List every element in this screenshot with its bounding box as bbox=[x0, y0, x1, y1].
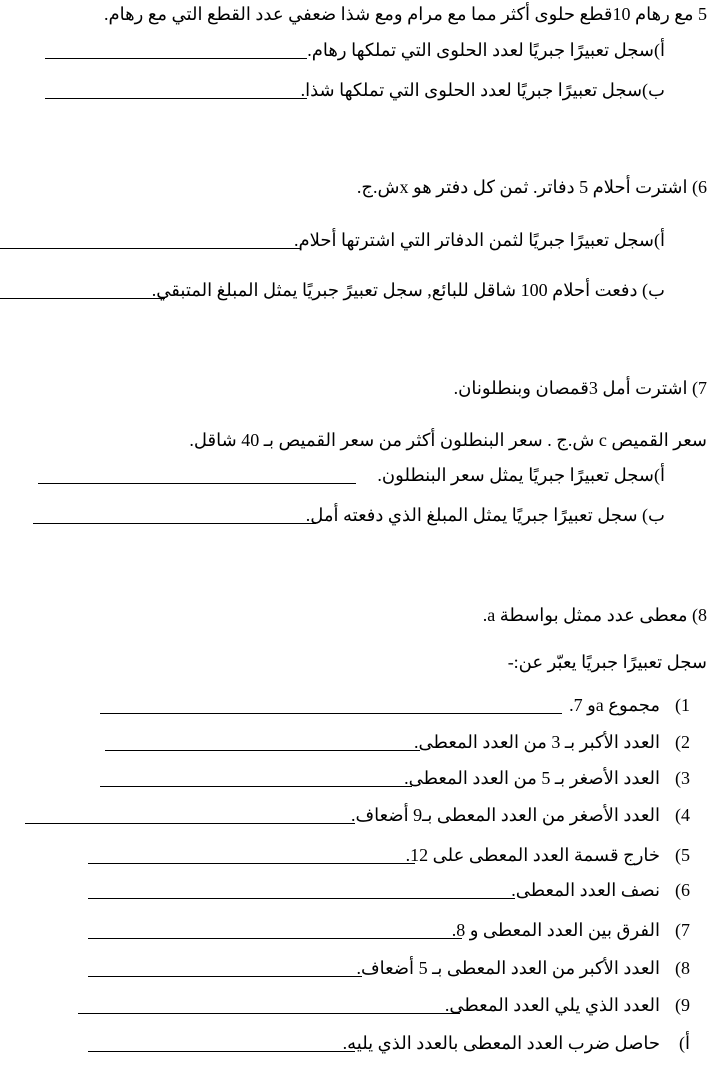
q5-stem: 5 مع رهام 10قطع حلوى أكثر مما مع مرام ومع شذا ضعفي عدد القطع التي مع رهام. bbox=[104, 4, 707, 24]
answer-blank[interactable] bbox=[100, 713, 562, 714]
answer-blank[interactable] bbox=[25, 823, 355, 824]
q7-info: سعر القميص c ش.ج . سعر البنطلون أكثر من سعر القميص بـ 40 شاقل. bbox=[189, 430, 707, 450]
list-item-text: العدد الذي يلي العدد المعطى. bbox=[444, 995, 660, 1015]
list-item-text: العدد الأكبر بـ 3 من العدد المعطى. bbox=[414, 732, 660, 752]
list-item-text: حاصل ضرب العدد المعطى بالعدد الذي يليه. bbox=[342, 1033, 660, 1053]
list-item-text: خارج قسمة العدد المعطى على 12. bbox=[405, 845, 660, 865]
answer-blank[interactable] bbox=[45, 98, 307, 99]
answer-blank[interactable] bbox=[100, 786, 412, 787]
answer-blank[interactable] bbox=[0, 298, 165, 299]
answer-blank[interactable] bbox=[78, 1013, 460, 1014]
item-marker: 4) bbox=[675, 805, 690, 825]
answer-blank[interactable] bbox=[0, 248, 300, 249]
answer-blank[interactable] bbox=[88, 863, 415, 864]
q8-stem: 8) معطى عدد ممثل بواسطة a. bbox=[482, 605, 707, 625]
answer-blank[interactable] bbox=[88, 898, 515, 899]
q6-stem: 6) اشترت أحلام 5 دفاتر. ثمن كل دفتر هو xش.ج. bbox=[356, 177, 707, 197]
list-item-text: العدد الأصغر بـ 5 من العدد المعطى. bbox=[404, 768, 660, 788]
item-marker: 3) bbox=[675, 768, 690, 788]
list-item-text: الفرق بين العدد المعطى و 8. bbox=[451, 920, 660, 940]
answer-blank[interactable] bbox=[45, 58, 307, 59]
q7-part-a: أ)سجل تعبيرًا جبريًا يمثل سعر البنطلون. bbox=[377, 465, 665, 485]
list-item-text: العدد الأصغر من العدد المعطى بـ9 أضعاف. bbox=[350, 805, 660, 825]
q6-part-b: ب) دفعت أحلام 100 شاقل للبائع, سجل تعبيرً جبريًا يمثل المبلغ المتبقي. bbox=[151, 280, 665, 300]
list-item-text: نصف العدد المعطى. bbox=[511, 880, 660, 900]
item-marker: 7) bbox=[675, 920, 690, 940]
item-marker: أ) bbox=[679, 1033, 690, 1053]
answer-blank[interactable] bbox=[33, 523, 316, 524]
item-marker: 5) bbox=[675, 845, 690, 865]
answer-blank[interactable] bbox=[38, 483, 356, 484]
item-marker: 2) bbox=[675, 732, 690, 752]
list-item-text: العدد الأكبر من العدد المعطى بـ 5 أضعاف. bbox=[356, 958, 660, 978]
list-item-text: مجموع aو 7. bbox=[569, 695, 660, 715]
q6-part-a: أ)سجل تعبيرًا جبريًا لثمن الدفاتر التي اشترتها أحلام. bbox=[294, 230, 665, 250]
answer-blank[interactable] bbox=[105, 750, 420, 751]
q5-part-a: أ)سجل تعبيرًا جبريًا لعدد الحلوى التي تملكها رهام. bbox=[307, 40, 665, 60]
item-marker: 6) bbox=[675, 880, 690, 900]
item-marker: 8) bbox=[675, 958, 690, 978]
q5-part-b: ب)سجل تعبيرًا جبريًا لعدد الحلوى التي تملكها شذا. bbox=[300, 80, 665, 100]
item-marker: 9) bbox=[675, 995, 690, 1015]
q7-stem: 7) اشترت أمل 3قمصان وبنطلونان. bbox=[453, 378, 707, 398]
q8-instruction: سجل تعبيرًا جبريًا يعبّر عن:- bbox=[507, 652, 707, 672]
answer-blank[interactable] bbox=[88, 976, 362, 977]
answer-blank[interactable] bbox=[88, 938, 462, 939]
item-marker: 1) bbox=[675, 695, 690, 715]
answer-blank[interactable] bbox=[88, 1051, 355, 1052]
q7-part-b: ب) سجل تعبيرًا جبريًا يمثل المبلغ الذي دفعته أمل. bbox=[305, 505, 665, 525]
